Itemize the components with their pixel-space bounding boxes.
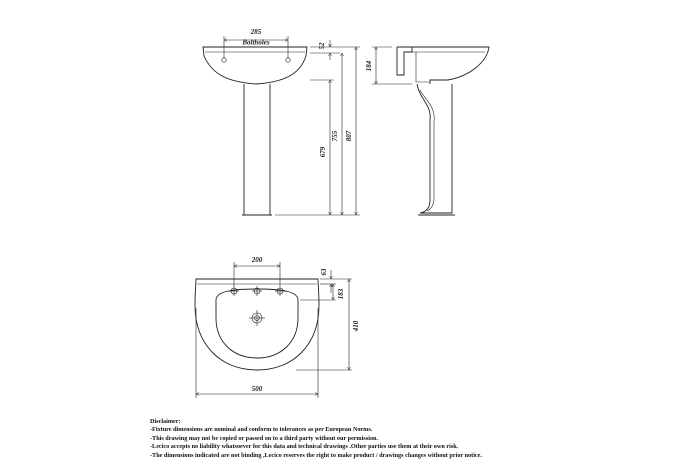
disclaimer-line: -The dimensions indicated are not binding ,Lecico reserves the right to make product / drawings changes without prior notice.: [150, 451, 482, 459]
side-basin: [397, 47, 489, 84]
bowl-depth-dimension: [365, 47, 412, 84]
tap-hole-right: [275, 286, 285, 296]
front-basin: [203, 47, 307, 84]
tap-hole-left: [229, 286, 239, 296]
disclaimer-title: Disclaimer:: [150, 418, 181, 425]
front-view: [203, 28, 360, 215]
tap-centres-dimension: [234, 256, 280, 286]
projection-dim-value: 410: [352, 320, 360, 332]
boltholes-label: Boltholes: [242, 38, 270, 47]
side-pedestal: [417, 84, 455, 215]
height-dimensions: [275, 40, 360, 215]
pedestal-dim-value: 679: [319, 146, 327, 158]
disclaimer-line: -Fixture dimensions are nominal and conform to tolerances as per European Norms.: [150, 426, 373, 434]
side-view: [365, 47, 489, 215]
rim-dim-value: 52: [318, 42, 326, 50]
plan-rim-dim-value: 63: [320, 268, 328, 276]
tap-holes: [229, 286, 285, 296]
tap-hole-centre: [252, 286, 262, 296]
disclaimer-line: -This drawing may not be copied or passed on to a third party without our permission.: [150, 434, 379, 442]
bowl-depth-dim-value: 184: [365, 60, 373, 72]
disclaimer-line: -Lecico accepts no liability whatsoever for this data and technical drawings .Other parties use them at their own risk.: [150, 443, 459, 451]
waste-outlet: [249, 310, 265, 326]
tap-to-bowl-dim-value: 183: [337, 288, 345, 300]
boltholes-dim-value: 285: [250, 28, 262, 36]
disclaimer: [150, 418, 670, 460]
overall-height-dim-value: 807: [345, 130, 353, 142]
width-dim-value: 500: [251, 385, 263, 393]
plan-depth-dimensions: [296, 268, 360, 370]
boltholes-dimension: [224, 28, 288, 58]
plan-view: [195, 256, 360, 398]
basin-height-dim-value: 755: [331, 130, 339, 142]
front-pedestal: [242, 84, 272, 215]
tap-centres-dim-value: 200: [251, 256, 263, 264]
